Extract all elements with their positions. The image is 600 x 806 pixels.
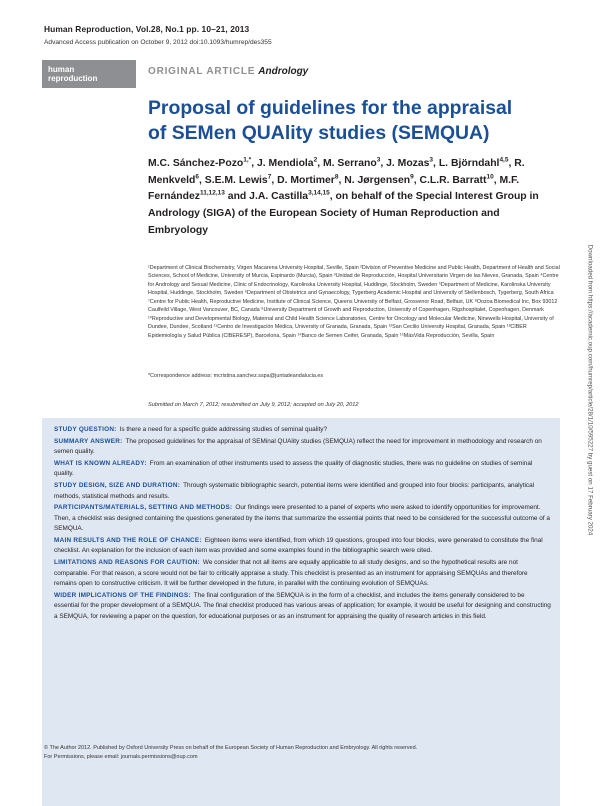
author-name: C.L.R. Barratt <box>419 174 487 186</box>
abstract-section-text: The final configuration of the SEMQUA is in the form of a checklist, and includes the items generally considered to be essential for the proper development of a SEMQUA. The final checklist produced has various areas of application; for example, it would be useful for designing and constructing a SEMQUA, for reviewing a paper on the question, for educational purposes or as an instrument for appraising the quality of research articles in this field. <box>54 591 551 620</box>
article-type <box>148 66 308 77</box>
abstract-section-text: From an examination of other instruments used to assess the quality of diagnostic studies, there was no guideline on studies of seminal quality. <box>54 460 533 478</box>
correspondence-address: *Correspondence address: mcristina.sanchez.sspa@juntadeandalucia.es <box>148 373 324 379</box>
author-name: M.F. Fernández <box>148 174 520 203</box>
journal-citation: Human Reproduction, Vol.28, No.1 pp. 10–21, 2013 <box>44 24 250 34</box>
download-note-text: Downloaded from https://academic.oup.com/humrep/article/28/1/10/595227 by guest on 17 February 2024 <box>586 244 594 536</box>
author-name: M.C. Sánchez-Pozo <box>148 158 244 169</box>
author-name: J.A. Castilla <box>249 191 309 203</box>
abstract-section <box>54 459 551 480</box>
abstract-section <box>54 591 551 622</box>
author-affiliation-marker: 3 <box>429 156 434 164</box>
abstract-section-text: The proposed guidelines for the appraisal of SEMinal QUAlity studies (SEMQUA) reflect the need for improvement in methodology and research on semen quality. <box>54 437 542 456</box>
author-affiliation-marker: 10 <box>486 173 494 181</box>
author-separator: , <box>493 174 500 186</box>
author-separator: , <box>508 158 515 169</box>
author-affiliation-marker: 8 <box>334 173 339 181</box>
author-separator: , <box>413 174 420 186</box>
author-separator: , <box>380 158 387 169</box>
abstract-section-heading: PARTICIPANTS/MATERIALS, SETTING AND METHODS: <box>54 504 233 512</box>
title-line-2: of SEMen QUAlity studies (SEMQUA) <box>148 122 490 144</box>
copyright-footer <box>44 744 417 761</box>
abstract-section-heading: MAIN RESULTS AND THE ROLE OF CHANCE: <box>54 537 202 545</box>
abstract-section <box>54 481 551 502</box>
submission-dates: Submitted on March 7, 2012; resubmitted on July 9, 2012; accepted on July 20, 2012 <box>148 402 359 408</box>
logo-line-1: human <box>48 65 75 74</box>
abstract-section-heading: WHAT IS KNOWN ALREADY: <box>54 460 147 467</box>
author-affiliation-marker: 3 <box>376 156 381 164</box>
author-separator: , <box>433 158 439 169</box>
author-name: L. Björndahl <box>438 158 500 169</box>
author-separator: , <box>198 174 205 186</box>
author-affiliation-marker: 7 <box>267 173 272 181</box>
abstract-section <box>54 558 551 589</box>
author-affiliation-marker: 4,5 <box>499 156 509 164</box>
author-name: R. Menkveld <box>148 158 525 186</box>
logo-line-2: reproduction <box>48 74 98 83</box>
author-name: M. Serrano <box>323 158 377 169</box>
abstract-section-text: Our findings were presented to a panel of experts who were asked to identify opportunities for improvement. Then, a checklist was designed containing the questions generated by the items that summarize the essential points that need to be considered for the successful outcome of a SEMQUA. <box>54 504 550 533</box>
author-list <box>148 156 548 240</box>
author-name: S.E.M. Lewis <box>204 174 268 186</box>
abstract-section-heading: STUDY DESIGN, SIZE AND DURATION: <box>54 482 181 490</box>
author-affiliation-marker: 1,* <box>243 156 252 164</box>
author-name: J. Mendiola <box>257 158 314 169</box>
author-affiliation-marker: 3,14,15 <box>308 189 330 197</box>
journal-logo <box>42 60 136 88</box>
abstract-section-heading: LIMITATIONS AND REASONS FOR CAUTION: <box>54 559 200 567</box>
author-name: J. Mozas <box>386 158 430 169</box>
abstract-section-text: Through systematic bibliographic search, potential items were identified and grouped into four blocks: participants, analytical methods, statistical methods and results. <box>54 482 535 500</box>
abstract-section-heading: SUMMARY ANSWER: <box>54 437 123 445</box>
author-separator: , <box>338 174 345 186</box>
title-line-1: Proposal of guidelines for the appraisal <box>148 97 513 119</box>
article-title <box>148 96 568 146</box>
article-type-label: ORIGINAL ARTICLE <box>148 66 256 77</box>
permissions-line: For Permissions, please email: journals.permissions@oup.com <box>44 753 198 760</box>
author-affiliation-marker: 2 <box>313 156 318 164</box>
author-separator: and <box>224 191 250 203</box>
affiliations: ¹Department of Clinical Biochemistry, Virgen Macarena University Hospital, Seville, Spain ²Division of Preventive Medicine and Public Health, Department of Health and Social Sciences, School of Medicine, University of Murcia, Espinardo (Murcia), Spain ³Unidad de Reproducción, Hospital Universitario Virgen de las Nieves, Granada, Spain ⁴Centre for Andrology and Sexual Medicine, Clinic of Endocrinology, Karolinska University Hospital, Huddinge, Stockholm, Sweden ⁵Department of Medicine, Karolinska University Hospital, Huddinge, Stockholm, Sweden ⁶Department of Obstetrics and Gynaecology, Tygerberg Academic Hospital and University of Stellenbosch, Tygerberg, South Africa ⁷Centre for Public Health, Reproductive Medicine, Institute of Clinical Science, Queens University of Belfast, Grosvenor Road, Belfast, UK ⁸Oozoa Biomedical Inc, Box 93012 Caulfeild Village, West Vancouver, BC, Canada ⁹University Department of Growth and Reproduction, University of Copenhagen, Rigshospitalet, Copenhagen, Denmark ¹⁰Reproductive and Developmental Biology, Maternal and Child Health Science Laboratories, Centre for Oncology and Molecular Medicine, Ninewells Hospital, University of Dundee, Dundee, Scotland ¹¹Centro de Investigación Médica, University of Granada, Granada, Spain ¹²San Cecilio University Hospital, Granada, Spain ¹³CIBER Epidemiología y Salud Pública (CIBERESP), Barcelona, Spain ¹⁴Banco de Semen Ceifer, Granada, Spain ¹⁵MásVida Reproducción, Sevilla, Spain <box>148 265 560 339</box>
author-affiliation-marker: 6 <box>195 173 199 181</box>
abstract-section-text: Eighteen items were identified, from which 19 questions, grouped into four blocks, were generated to constitute the final checklist. An explanation for the inclusion of each item was provided and some examples found in the bibliographic search were cited. <box>54 537 543 555</box>
abstract-section-heading: STUDY QUESTION: <box>54 426 117 433</box>
copyright-line: © The Author 2012. Published by Oxford University Press on behalf of the European Society of Human Reproduction and Embryology. All rights reserved. <box>44 745 418 751</box>
article-subject: Andrology <box>258 66 309 77</box>
abstract-section-heading: WIDER IMPLICATIONS OF THE FINDINGS: <box>54 591 191 599</box>
abstract-section <box>54 437 551 458</box>
abstract-section-text: We consider that not all items are equally applicable to all study designs, and so the hypothetical results are not comparable. For that reason, a score would not be fair to critically appraise a study. This checklist is presented as an instrument for appraising SEMQUAs and therefore remains open to constructive criticism. It will be further developed in the future, in parallel with the continuing evolution of SEMQUAs. <box>54 559 528 588</box>
abstract-section <box>54 503 551 534</box>
author-group-suffix: , on behalf of the Special Interest Group in Andrology (SIGA) of the European Society of Human Reproduction and Embryology <box>148 191 539 236</box>
advance-access-line: Advanced Access publication on October 9, 2012 doi:10.1093/humrep/des355 <box>44 39 272 46</box>
author-affiliation-marker: 11,12,13 <box>199 189 225 197</box>
abstract-section <box>54 425 551 435</box>
author-separator: , <box>271 174 278 186</box>
author-affiliation-marker: 9 <box>410 173 414 181</box>
abstract-section <box>54 536 551 557</box>
author-name: N. Jørgensen <box>344 174 411 186</box>
abstract-section-text: Is there a need for a specific guide addressing studies of seminal quality? <box>119 426 328 433</box>
author-separator: , <box>251 158 257 169</box>
author-separator: , <box>317 158 323 169</box>
author-name: D. Mortimer <box>277 174 335 186</box>
